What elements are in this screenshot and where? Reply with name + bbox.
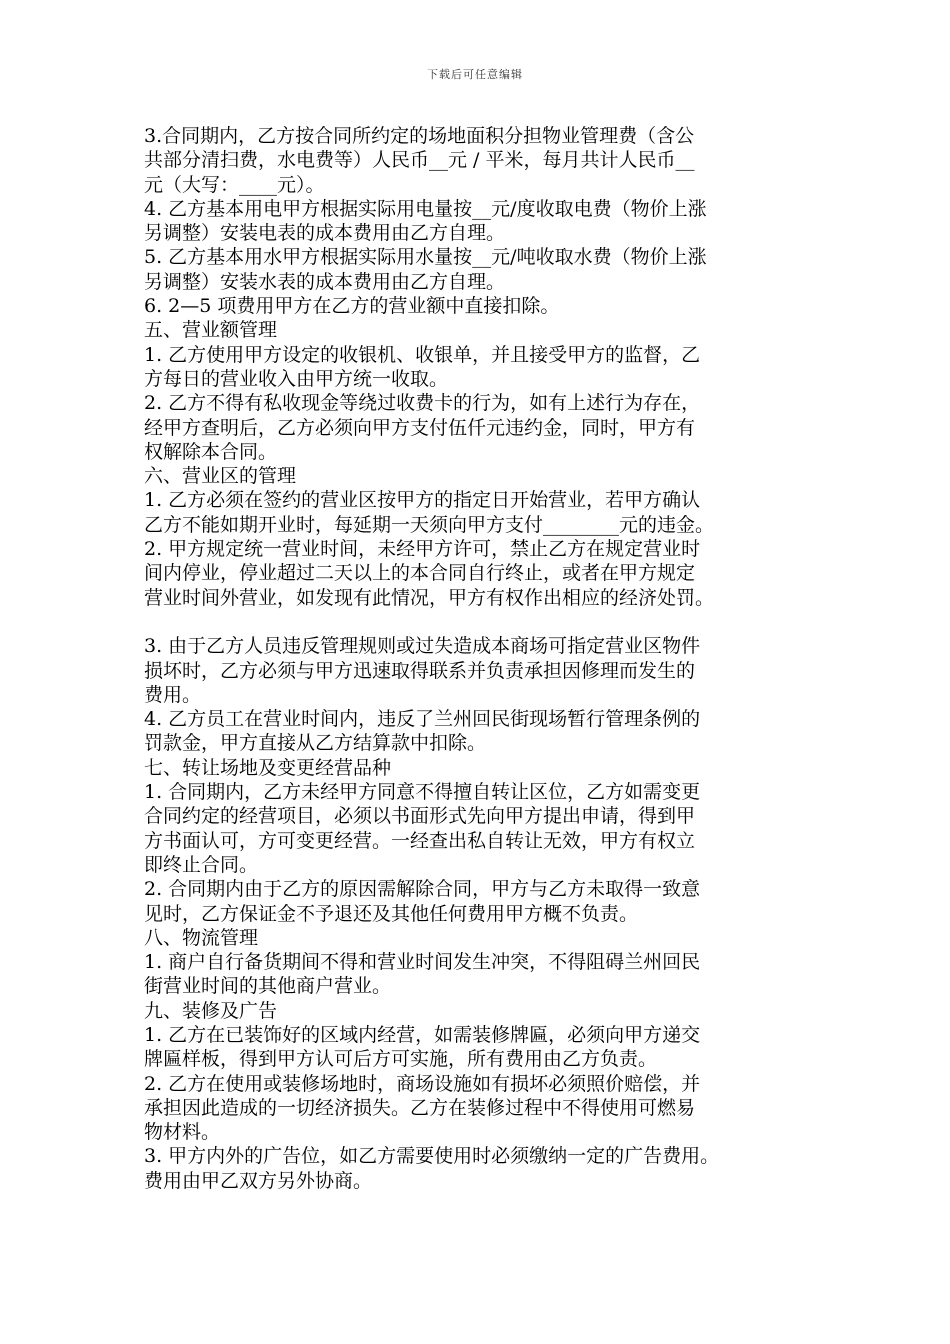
text-line: 间内停业，停业超过二天以上的本合同自行终止，或者在甲方规定 — [144, 562, 696, 585]
text-line: 共部分清扫费，水电费等）人民币__元 / 平米，每月共计人民币__ — [144, 149, 695, 172]
text-line: 物材料。 — [144, 1121, 221, 1144]
text-line: 权解除本合同。 — [144, 440, 278, 463]
text-line: 合同约定的经营项目，必须以书面形式先向甲方提出申请，得到甲 — [144, 805, 696, 828]
text-line: 承担因此造成的一切经济损失。乙方在装修过程中不得使用可燃易 — [144, 1096, 696, 1119]
text-line: 八、物流管理 — [144, 926, 259, 949]
document-body — [144, 124, 814, 1193]
text-line: 1. 乙方使用甲方设定的收银机、收银单，并且接受甲方的监督，乙 — [144, 343, 701, 366]
text-line: 街营业时间的其他商户营业。 — [144, 975, 392, 998]
text-line: 六、营业区的管理 — [144, 465, 297, 488]
text-line: 罚款金，甲方直接从乙方结算款中扣除。 — [144, 732, 487, 755]
text-line: 3. 甲方内外的广告位，如乙方需要使用时必须缴纳一定的广告费用。 — [144, 1145, 720, 1168]
text-line: 6. 2—5 项费用甲方在乙方的营业额中直接扣除。 — [144, 295, 560, 318]
text-line: 损坏时，乙方必须与甲方迅速取得联系并负责承担因修理而发生的 — [144, 659, 696, 682]
text-line: 七、转让场地及变更经营品种 — [144, 756, 392, 779]
text-line: 4. 乙方员工在营业时间内，违反了兰州回民街现场暂行管理条例的 — [144, 708, 701, 731]
text-line: 牌匾样板，得到甲方认可后方可实施，所有费用由乙方负责。 — [144, 1048, 658, 1071]
text-line: 费用由甲乙双方另外协商。 — [144, 1169, 373, 1192]
text-line: 方每日的营业收入由甲方统一收取。 — [144, 367, 449, 390]
blank-line — [144, 610, 814, 634]
text-line: 五、营业额管理 — [144, 319, 278, 342]
text-line: 2. 乙方不得有私收现金等绕过收费卡的行为，如有上述行为存在， — [144, 392, 701, 415]
text-line: 1. 乙方必须在签约的营业区按甲方的指定日开始营业，若甲方确认 — [144, 489, 701, 512]
text-line: 4. 乙方基本用电甲方根据实际用电量按__元/度收取电费（物价上涨 — [144, 197, 707, 220]
text-line: 九、装修及广告 — [144, 999, 278, 1022]
text-line: 3. 由于乙方人员违反管理规则或过失造成本商场可指定营业区物件 — [144, 635, 701, 658]
text-line: 5. 乙方基本用水甲方根据实际用水量按__元/吨收取水费（物价上涨 — [144, 246, 707, 269]
text-line: 经甲方查明后，乙方必须向甲方支付伍仟元违约金，同时，甲方有 — [144, 416, 696, 439]
text-line: 乙方不能如期开业时，每延期一天须向甲方支付________元的违金。 — [144, 513, 715, 536]
text-line: 2. 乙方在使用或装修场地时，商场设施如有损坏必须照价赔偿，并 — [144, 1072, 701, 1095]
text-line: 1. 商户自行备货期间不得和营业时间发生冲突，不得阻碍兰州回民 — [144, 951, 701, 974]
text-line: 见时，乙方保证金不予退还及其他任何费用甲方概不负责。 — [144, 902, 639, 925]
text-line: 1. 乙方在已装饰好的区域内经营，如需装修牌匾，必须向甲方递交 — [144, 1023, 701, 1046]
text-line: 元（大写：____元）。 — [144, 173, 325, 196]
text-line: 营业时间外营业，如发现有此情况，甲方有权作出相应的经济处罚。 — [144, 586, 715, 609]
text-line: 另调整）安装电表的成本费用由乙方自理。 — [144, 222, 506, 245]
text-line: 2. 合同期内由于乙方的原因需解除合同，甲方与乙方未取得一致意 — [144, 878, 701, 901]
text-line: 另调整）安装水表的成本费用由乙方自理。 — [144, 270, 506, 293]
text-line: 3.合同期内，乙方按合同所约定的场地面积分担物业管理费（含公 — [144, 125, 695, 147]
text-line: 方书面认可，方可变更经营。一经查出私自转让无效，甲方有权立 — [144, 829, 696, 852]
text-line: 2. 甲方规定统一营业时间，未经甲方许可，禁止乙方在规定营业时 — [144, 538, 701, 561]
page-header: 下载后可任意编辑 — [427, 68, 523, 81]
text-line: 费用。 — [144, 683, 202, 706]
text-line: 即终止合同。 — [144, 853, 259, 876]
text-line: 1. 合同期内，乙方未经甲方同意不得擅自转让区位，乙方如需变更 — [144, 781, 701, 804]
